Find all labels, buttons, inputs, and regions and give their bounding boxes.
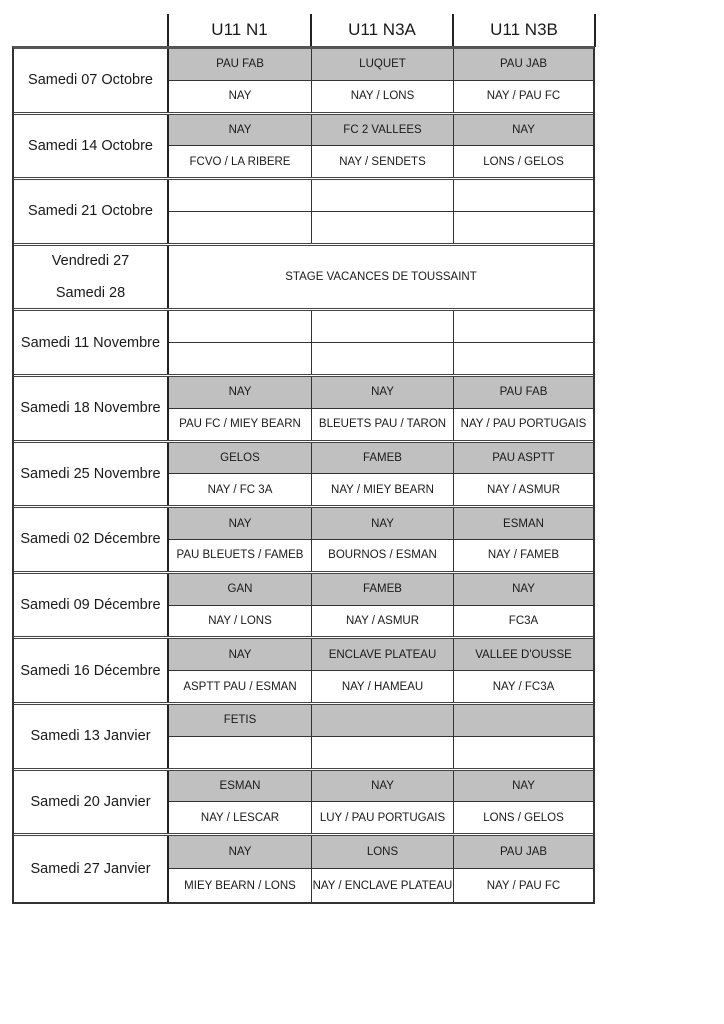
match-line — [169, 81, 593, 112]
schedule-row — [14, 180, 593, 246]
venue-cell: FC 2 VALLEES — [312, 115, 454, 146]
date-label: Samedi 02 Décembre — [20, 531, 161, 548]
venue-cell: VALLEE D'OUSSE — [475, 648, 572, 661]
match-line — [169, 671, 593, 702]
venue-cell: PAU ASPTT — [492, 451, 555, 464]
venue-cell: FETIS — [169, 705, 312, 736]
column-header-u11-n3a: U11 N3A — [348, 20, 416, 39]
schedule-row — [14, 311, 593, 377]
match-cell — [454, 737, 593, 768]
match-cell: NAY / PAU FC — [486, 879, 561, 892]
venue-cell: ESMAN — [503, 517, 544, 530]
venue-cell — [169, 311, 312, 342]
column-header-u11-n1: U11 N1 — [211, 20, 268, 39]
date-label: Samedi 16 Décembre — [20, 662, 161, 679]
venue-line — [169, 508, 593, 540]
date-cell — [14, 705, 169, 768]
venue-cell: LUQUET — [312, 49, 454, 80]
date-label: Samedi 21 Octobre — [28, 203, 153, 220]
match-cell: LONS / GELOS — [483, 155, 564, 168]
match-line — [169, 737, 593, 768]
venue-cell — [454, 311, 593, 342]
venue-cell: NAY — [169, 377, 312, 408]
date-cell — [14, 771, 169, 834]
schedule-row — [14, 639, 593, 705]
date-label: Samedi 07 Octobre — [28, 72, 153, 89]
match-cell: NAY / PAU FC — [486, 90, 561, 103]
schedule-row — [14, 377, 593, 443]
match-cell: NAY / MIEY BEARN — [312, 474, 454, 505]
venue-cell: GELOS — [169, 443, 312, 474]
venue-line — [169, 705, 593, 737]
schedule-row — [14, 574, 593, 640]
date-cell — [14, 836, 169, 902]
date-label: Samedi 18 Novembre — [20, 400, 161, 417]
date-label: Samedi 11 Novembre — [20, 334, 161, 351]
date-label: Samedi 28 — [55, 285, 126, 302]
venue-line — [169, 180, 593, 212]
schedule-row — [14, 49, 593, 115]
schedule-table — [12, 46, 595, 904]
date-cell — [14, 49, 169, 112]
match-line — [169, 606, 593, 637]
match-cell: NAY / FC 3A — [169, 474, 312, 505]
match-cell: BOURNOS / ESMAN — [312, 540, 454, 571]
venue-line — [169, 639, 593, 671]
venue-cell: FAMEB — [312, 574, 454, 605]
venue-line — [169, 115, 593, 147]
match-cell: NAY / FAMEB — [487, 549, 560, 562]
event-span-cell: STAGE VACANCES DE TOUSSAINT — [169, 246, 593, 309]
venue-cell: NAY — [169, 639, 312, 670]
match-cell — [454, 212, 593, 243]
venue-cell: PAU FAB — [169, 49, 312, 80]
venue-line — [169, 771, 593, 803]
match-cell: NAY / PAU PORTUGAIS — [460, 418, 587, 431]
schedule-row — [14, 115, 593, 181]
date-cell — [14, 639, 169, 702]
date-label: Samedi 09 Décembre — [20, 597, 161, 614]
match-cell: NAY / LONS — [169, 606, 312, 637]
match-cell — [312, 737, 454, 768]
column-header-u11-n3b: U11 N3B — [490, 20, 558, 39]
match-line — [169, 802, 593, 833]
match-line — [169, 540, 593, 571]
match-cell: LUY / PAU PORTUGAIS — [312, 802, 454, 833]
match-cell: FCVO / LA RIBERE — [169, 146, 312, 177]
date-cell — [14, 246, 169, 309]
schedule-row — [14, 443, 593, 509]
date-cell — [14, 180, 169, 243]
match-cell: NAY / SENDETS — [312, 146, 454, 177]
match-line — [169, 474, 593, 505]
venue-cell: PAU JAB — [499, 58, 548, 71]
venue-cell: NAY — [312, 771, 454, 802]
date-cell — [14, 311, 169, 374]
match-line — [169, 146, 593, 177]
venue-line — [169, 443, 593, 475]
venue-cell: PAU FAB — [499, 386, 548, 399]
venue-cell: NAY — [169, 836, 312, 868]
match-line — [169, 343, 593, 374]
match-cell: MIEY BEARN / LONS — [169, 869, 312, 901]
schedule-row — [14, 836, 593, 902]
venue-cell — [454, 705, 593, 736]
venue-cell: LONS — [312, 836, 454, 868]
venue-line — [169, 49, 593, 81]
match-cell: NAY / LESCAR — [169, 802, 312, 833]
venue-cell — [454, 180, 593, 211]
venue-cell: NAY — [512, 779, 535, 792]
schedule-row — [14, 705, 593, 771]
venue-cell: GAN — [169, 574, 312, 605]
schedule-row — [14, 771, 593, 837]
match-cell — [169, 343, 312, 374]
date-label: Samedi 13 Janvier — [30, 728, 151, 745]
date-cell — [14, 377, 169, 440]
match-cell — [312, 212, 454, 243]
venue-cell: NAY — [169, 115, 312, 146]
match-cell — [312, 343, 454, 374]
match-line — [169, 409, 593, 440]
schedule-row — [14, 246, 593, 312]
match-cell: FC3A — [508, 614, 539, 627]
venue-cell: NAY — [312, 508, 454, 539]
date-cell — [14, 508, 169, 571]
match-cell: PAU FC / MIEY BEARN — [169, 409, 312, 440]
schedule-row — [14, 508, 593, 574]
venue-cell: ESMAN — [169, 771, 312, 802]
venue-line — [169, 836, 593, 869]
date-cell — [14, 443, 169, 506]
match-cell — [169, 737, 312, 768]
venue-cell: PAU JAB — [499, 846, 548, 859]
match-cell: NAY / HAMEAU — [312, 671, 454, 702]
match-cell: NAY / FC3A — [492, 680, 555, 693]
header-divider — [594, 14, 596, 47]
venue-cell: NAY — [169, 508, 312, 539]
date-label: Samedi 20 Janvier — [30, 793, 151, 810]
match-cell: ASPTT PAU / ESMAN — [169, 671, 312, 702]
venue-cell — [312, 311, 454, 342]
venue-cell: NAY — [512, 583, 535, 596]
match-cell: NAY / ASMUR — [486, 483, 561, 496]
venue-cell: FAMEB — [312, 443, 454, 474]
match-cell: PAU BLEUETS / FAMEB — [169, 540, 312, 571]
date-cell — [14, 574, 169, 637]
venue-cell: NAY — [312, 377, 454, 408]
match-cell: NAY / LONS — [312, 81, 454, 112]
date-label: Samedi 14 Octobre — [28, 137, 153, 154]
venue-cell: ENCLAVE PLATEAU — [312, 639, 454, 670]
match-line — [169, 212, 593, 243]
venue-line — [169, 574, 593, 606]
match-cell: NAY — [169, 81, 312, 112]
date-cell — [14, 115, 169, 178]
venue-line — [169, 311, 593, 343]
venue-line — [169, 377, 593, 409]
venue-cell: NAY — [512, 123, 535, 136]
venue-cell — [312, 705, 454, 736]
match-cell: LONS / GELOS — [483, 811, 564, 824]
venue-cell — [312, 180, 454, 211]
date-label: Vendredi 27 — [51, 253, 130, 270]
match-cell: NAY / ENCLAVE PLATEAU — [312, 869, 454, 901]
match-cell — [454, 343, 593, 374]
match-line — [169, 869, 593, 901]
date-label: Samedi 27 Janvier — [30, 860, 151, 877]
date-label: Samedi 25 Novembre — [20, 465, 161, 482]
match-cell: BLEUETS PAU / TARON — [312, 409, 454, 440]
match-cell — [169, 212, 312, 243]
match-cell: NAY / ASMUR — [312, 606, 454, 637]
venue-cell — [169, 180, 312, 211]
